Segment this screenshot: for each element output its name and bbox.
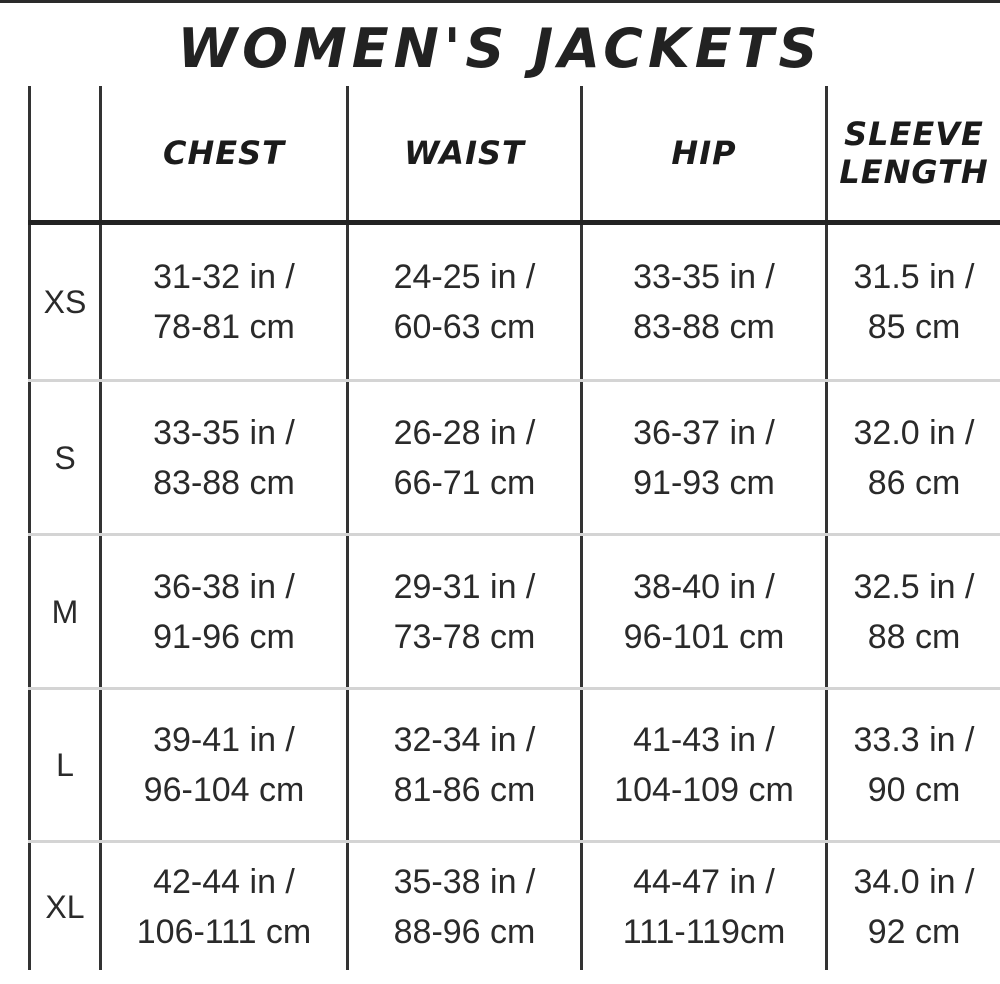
cell-inches: 33-35 in /: [633, 258, 775, 296]
cell-inches: 42-44 in /: [153, 862, 295, 901]
header-size: [31, 86, 99, 220]
cell-inches: 34.0 in /: [853, 862, 975, 901]
cell-cm: 83-88 cm: [153, 463, 295, 502]
hip-cell: [583, 382, 825, 533]
header-hip: HIP: [671, 134, 737, 172]
cell-cm: 92 cm: [867, 912, 961, 951]
sleeve-cell: [828, 225, 1000, 379]
cell-cm: 91-93 cm: [633, 463, 775, 502]
waist-cell: [349, 843, 580, 970]
size-label: XS: [43, 284, 87, 320]
waist-cell: [349, 690, 580, 840]
size-chart-table: [0, 86, 1000, 970]
header-waist: WAIST: [404, 134, 525, 172]
cell-cm: 96-104 cm: [143, 771, 305, 809]
cell-inches: 31-32 in /: [153, 258, 295, 296]
chest-cell: [102, 690, 346, 840]
cell-inches: 39-41 in /: [153, 721, 295, 759]
cell-inches: 44-47 in /: [633, 862, 775, 901]
cell-cm: 86 cm: [867, 463, 961, 502]
cell-inches: 33.3 in /: [853, 721, 975, 759]
cell-cm: 81-86 cm: [393, 771, 536, 809]
sleeve-cell: [828, 843, 1000, 970]
chest-cell: [102, 382, 346, 533]
size-label: XL: [45, 888, 85, 925]
chest-cell: [102, 225, 346, 379]
cell-inches: 36-37 in /: [633, 413, 775, 452]
cell-cm: 91-96 cm: [153, 617, 295, 656]
page-title: WOMEN'S JACKETS: [177, 17, 823, 80]
cell-inches: 36-38 in /: [153, 567, 295, 606]
cell-cm: 106-111 cm: [136, 912, 312, 951]
cell-inches: 35-38 in /: [393, 862, 536, 901]
cell-cm: 111-119cm: [622, 912, 786, 951]
cell-cm: 88-96 cm: [393, 912, 536, 951]
hip-cell: [583, 690, 825, 840]
cell-cm: 60-63 cm: [393, 308, 536, 346]
cell-inches: 33-35 in /: [153, 413, 295, 452]
hip-cell: [583, 536, 825, 687]
header-sleeve-length: [828, 86, 1000, 220]
cell-inches: 32-34 in /: [393, 721, 536, 759]
chest-cell: [102, 843, 346, 970]
chest-cell: [102, 536, 346, 687]
size-label: L: [56, 747, 74, 783]
cell-cm: 73-78 cm: [393, 617, 536, 656]
sleeve-cell: [828, 536, 1000, 687]
cell-inches: 26-28 in /: [393, 413, 536, 452]
cell-inches: 31.5 in /: [853, 258, 975, 296]
cell-inches: 32.0 in /: [853, 413, 975, 452]
cell-cm: 85 cm: [867, 308, 961, 346]
cell-inches: 38-40 in /: [633, 567, 775, 606]
header-sleeve-line2: LENGTH: [839, 153, 989, 191]
cell-cm: 78-81 cm: [153, 308, 295, 346]
cell-cm: 66-71 cm: [393, 463, 536, 502]
cell-cm: 90 cm: [867, 771, 961, 809]
size-label: M: [51, 593, 79, 630]
cell-cm: 83-88 cm: [633, 308, 775, 346]
size-label: S: [54, 439, 76, 476]
cell-inches: 41-43 in /: [633, 721, 775, 759]
hip-cell: [583, 225, 825, 379]
cell-cm: 104-109 cm: [614, 771, 794, 809]
sleeve-cell: [828, 382, 1000, 533]
waist-cell: [349, 382, 580, 533]
header-sleeve-line1: SLEEVE: [844, 115, 984, 153]
cell-cm: 96-101 cm: [623, 617, 785, 656]
cell-inches: 32.5 in /: [853, 567, 975, 606]
cell-inches: 29-31 in /: [393, 567, 536, 606]
cell-inches: 24-25 in /: [393, 258, 536, 296]
sleeve-cell: [828, 690, 1000, 840]
hip-cell: [583, 843, 825, 970]
waist-cell: [349, 225, 580, 379]
cell-cm: 88 cm: [867, 617, 961, 656]
waist-cell: [349, 536, 580, 687]
header-chest: CHEST: [163, 134, 285, 172]
top-border-line: [0, 0, 1000, 3]
